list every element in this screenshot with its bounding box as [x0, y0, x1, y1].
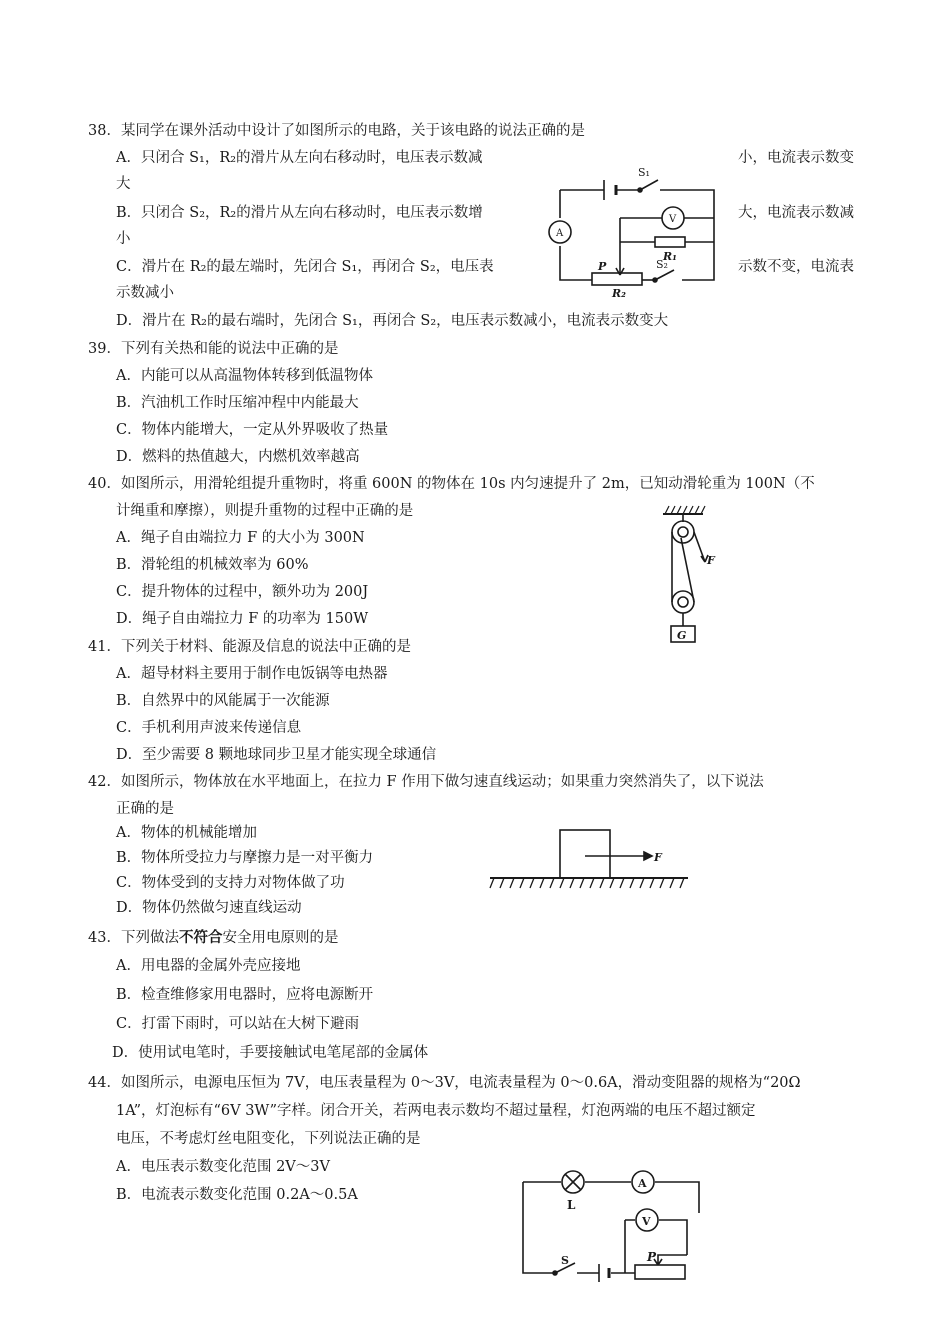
q38-resistor-r2: [592, 273, 642, 285]
q44-label-p: P: [647, 1250, 657, 1264]
q44-label-l: L: [567, 1198, 576, 1212]
q41-option-b: B．自然界中的风能属于一次能源: [116, 693, 330, 709]
q38-resistor-r1: [655, 237, 685, 247]
q44-rheostat-slider: [654, 1255, 687, 1265]
q42-force-arrowhead: [644, 852, 652, 860]
q38-wire-left: [560, 190, 592, 280]
q40-fixed-pulley: [672, 521, 694, 543]
q43-stem-pre: 43．下列做法: [88, 930, 179, 946]
q38-stem: 38．某同学在课外活动中设计了如图所示的电路，关于该电路的说法正确的是: [88, 123, 585, 139]
q40-label-f: F: [707, 554, 715, 567]
q40-movable-pulley: [672, 591, 694, 613]
q38-circuit-diagram: [540, 160, 725, 300]
q42-option-a: A．物体的机械能增加: [116, 825, 257, 841]
q39-option-c: C．物体内能增大，一定从外界吸收了热量: [116, 422, 389, 438]
q38-wire-top: [560, 190, 714, 280]
q38-label-s2: S₂: [656, 258, 668, 271]
q42-option-d: D．物体仍然做匀速直线运动: [116, 900, 302, 916]
q39-option-d: D．燃料的热值越大，内燃机效率越高: [116, 449, 360, 465]
q41-option-c: C．手机利用声波来传递信息: [116, 720, 302, 736]
q38-option-c-part2: 示数不变，电流表: [738, 259, 854, 275]
q38-label-v: V: [669, 214, 677, 225]
q40-ceiling-hatch: [665, 506, 705, 514]
q44-stem-line2: 1A”，灯泡标有“6V 3W”字样。闭合开关，若两电表示数均不超过量程，灯泡两端的电压不超过额定: [116, 1103, 756, 1119]
q44-option-a: A．电压表示数变化范围 2V～3V: [116, 1159, 330, 1175]
q41-option-d: D．至少需要 8 颗地球同步卫星才能实现全球通信: [116, 747, 437, 763]
q38-option-a-part3: 大: [116, 176, 131, 192]
q43-stem: [88, 928, 338, 948]
q40-stem-line2: 计绳重和摩擦），则提升重物的过程中正确的是: [116, 503, 414, 519]
q41-option-a: A．超导材料主要用于制作电饭锅等电热器: [116, 666, 388, 682]
q39-option-a: A．内能可以从高温物体转移到低温物体: [116, 368, 373, 384]
q42-label-f: F: [654, 851, 662, 864]
q43-option-c: C．打雷下雨时，可以站在大树下避雨: [116, 1016, 360, 1032]
q40-stem-line1: 40．如图所示，用滑轮组提升重物时，将重 600N 的物体在 10s 内匀速提升了 2m，已知动滑轮重为 100N（不: [88, 476, 815, 492]
q43-option-a: A．用电器的金属外壳应接地: [116, 958, 301, 974]
q38-option-c-part3: 示数减小: [116, 285, 174, 301]
q38-option-a-part1: A．只闭合 S₁，R₂的滑片从左向右移动时，电压表示数减: [116, 150, 483, 166]
q41-stem: 41．下列关于材料、能源及信息的说法中正确的是: [88, 639, 411, 655]
q42-stem-line1: 42．如图所示，物体放在水平地面上，在拉力 F 作用下做匀速直线运动；如果重力突然消失了，以下说法: [88, 774, 764, 790]
q39-option-b: B．汽油机工作时压缩冲程中内能最大: [116, 395, 359, 411]
q38-switch-s2-pivot: [653, 278, 657, 282]
q43-option-d: D．使用试电笔时，手要接触试电笔尾部的金属体: [112, 1045, 429, 1061]
q38-option-b-part2: 大，电流表示数减: [738, 205, 854, 221]
q42-block: [560, 830, 610, 878]
q40-option-d: D．绳子自由端拉力 F 的功率为 150W: [116, 611, 369, 627]
q44-option-b: B．电流表示数变化范围 0.2A～0.5A: [116, 1187, 358, 1203]
q44-lamp-cross: [565, 1174, 581, 1190]
q40-label-g: G: [677, 629, 687, 642]
q44-label-s: S: [561, 1254, 569, 1267]
q38-label-s1: S₁: [638, 166, 650, 179]
q40-option-a: A．绳子自由端拉力 F 的大小为 300N: [116, 530, 365, 546]
q44-circuit-diagram: [515, 1165, 705, 1285]
q40-option-b: B．滑轮组的机械效率为 60%: [116, 557, 309, 573]
q40-pulley-diagram: [655, 502, 725, 647]
q40-movable-pulley-inner: [678, 597, 688, 607]
q44-rheostat: [635, 1265, 685, 1279]
q38-option-c-part1: C．滑片在 R₂的最左端时，先闭合 S₁，再闭合 S₂，电压表: [116, 259, 494, 275]
q38-switch-s1: [640, 180, 658, 190]
q39-stem: 39．下列有关热和能的说法中正确的是: [88, 341, 339, 357]
q44-switch-pivot: [553, 1271, 557, 1275]
q38-label-r1: R₁: [663, 250, 677, 263]
q44-stem-line1: 44．如图所示，电源电压恒为 7V，电压表量程为 0～3V，电流表量程为 0～0.6A，滑动变阻器的规格为“20Ω: [88, 1075, 801, 1091]
q42-option-c: C．物体受到的支持力对物体做了功: [116, 875, 345, 891]
q40-rope-free-end: [694, 532, 705, 562]
q42-ground-hatch: [490, 878, 684, 888]
q42-stem-line2: 正确的是: [116, 801, 174, 817]
q44-stem-line3: 电压，不考虑灯丝电阻变化，下列说法正确的是: [116, 1131, 421, 1147]
q44-wire-outer: [523, 1182, 699, 1273]
q44-label-v: V: [642, 1215, 651, 1228]
q40-option-c: C．提升物体的过程中，额外功为 200J: [116, 584, 369, 600]
q38-label-r2: R₂: [612, 287, 626, 300]
q42-block-diagram: [488, 826, 693, 894]
q38-label-a: A: [556, 228, 564, 239]
q38-option-b-part1: B．只闭合 S₂，R₂的滑片从左向右移动时，电压表示数增: [116, 205, 483, 221]
q38-label-p: P: [598, 260, 607, 273]
q43-option-b: B．检查维修家用电器时，应将电源断开: [116, 987, 374, 1003]
q38-option-a-part2: 小，电流表示数变: [738, 150, 854, 166]
q38-switch-s2: [655, 270, 674, 280]
q43-stem-post: 安全用电原则的是: [222, 930, 339, 946]
q44-label-a: A: [638, 1177, 647, 1190]
q38-switch-s1-pivot: [638, 188, 642, 192]
q38-option-d: D．滑片在 R₂的最右端时，先闭合 S₁，再闭合 S₂，电压表示数减小，电流表示数变大: [116, 313, 669, 329]
q38-option-b-part3: 小: [116, 231, 131, 247]
q40-fixed-pulley-inner: [678, 527, 688, 537]
q43-stem-emphasis: 不符合: [178, 929, 223, 946]
q42-option-b: B．物体所受拉力与摩擦力是一对平衡力: [116, 850, 374, 866]
